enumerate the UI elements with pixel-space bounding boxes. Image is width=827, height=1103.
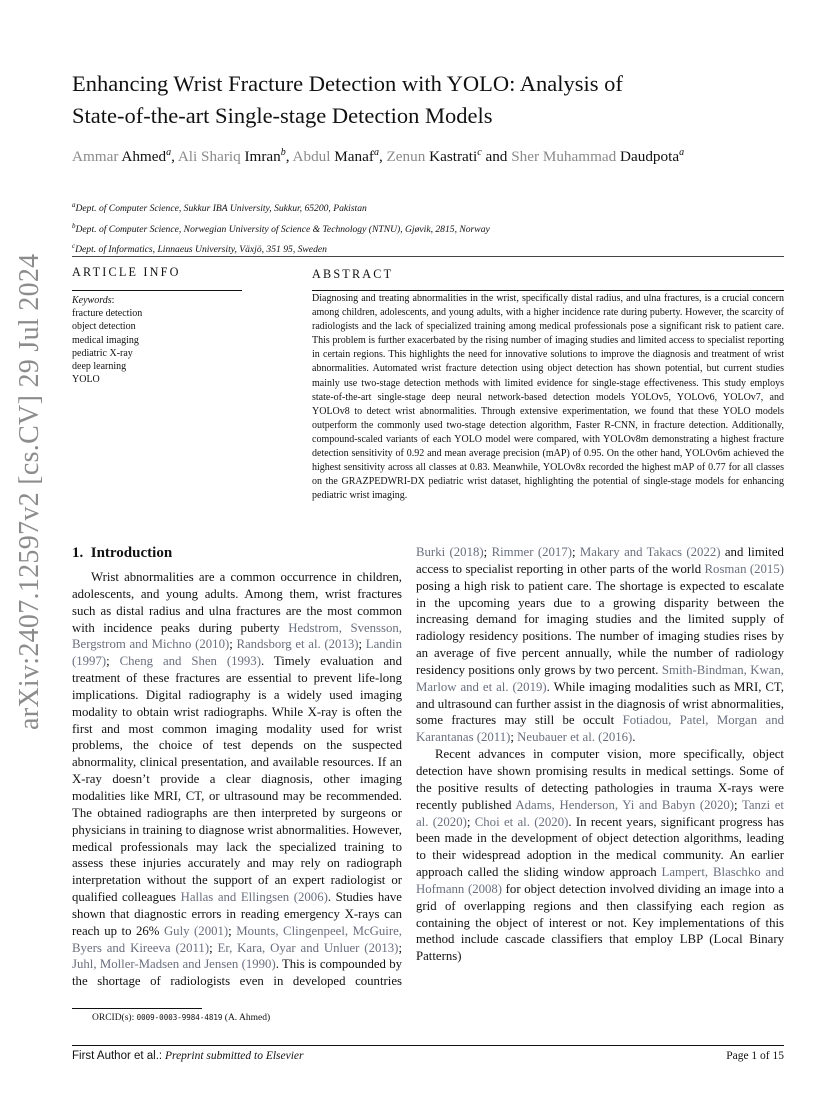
article-info-heading: ARTICLE INFO (72, 265, 181, 279)
title-line: Enhancing Wrist Fracture Detection with YOLO: Analysis of (72, 71, 623, 96)
affiliations (72, 197, 490, 259)
body-text: ; (229, 637, 237, 652)
citation-link[interactable]: Guly (2001) (163, 923, 229, 938)
footnote-rule (72, 1008, 202, 1009)
author-last-name: Daudpota (616, 148, 680, 166)
header-divider (72, 256, 784, 257)
author-first-name: Ali Shariq (177, 148, 241, 166)
arxiv-identifier-stamp: arXiv:2407.12597v2 [cs.CV] 29 Jul 2024 (14, 253, 45, 730)
body-text: ; (734, 797, 742, 812)
keywords-block: Keywords: fracture detection object detection medical imaging pediatric X-ray deep learning YOLO (72, 295, 143, 386)
citation-link[interactable]: Er, Kara, Oyar and Unluer (2013) (217, 940, 399, 955)
author-first-name: Zenun (386, 148, 426, 166)
citation-link[interactable]: Randsborg et al. (2013) (236, 637, 359, 652)
paragraph (72, 569, 402, 990)
author (72, 148, 171, 165)
citation-link[interactable]: Adams, Henderson, Yi and Babyn (2020) (515, 797, 735, 812)
footer-left: First Author et al.: Preprint submitted to Elsevier (72, 1050, 304, 1062)
body-text: ; (209, 940, 218, 955)
body-text: . Studies have shown that diagnostic errors in reading emergency X-rays can reach up to 26% (72, 890, 402, 938)
paper-title (72, 68, 784, 132)
citation-link[interactable]: Neubauer et al. (2016) (517, 730, 633, 745)
affiliation-mark: c (477, 147, 482, 158)
author-last-name: Imran (240, 148, 281, 166)
citation-link[interactable]: Mounts, Clingenpeel, McGuire, Byers and Kireeva (2011) (72, 923, 402, 955)
body-text: ; (483, 545, 492, 559)
orcid-id[interactable]: 0009-0003-9984-4819 (136, 1013, 223, 1022)
citation-link[interactable]: Choi et al. (2020) (474, 814, 569, 829)
footer-rule (72, 1045, 784, 1046)
section-heading-introduction: 1. Introduction (72, 545, 173, 561)
author-first-name: Sher Muhammad (511, 148, 617, 166)
orcid-footnote: ORCID(s): 0009-0003-9984-4819 (A. Ahmed) (92, 1013, 271, 1023)
author-last-name: Ahmed (118, 148, 167, 166)
body-left-column (72, 569, 402, 990)
citation-link[interactable]: Smith-Bindman, Kwan, Marlow and et al. (2019) (416, 662, 785, 694)
body-text: posing a high risk to patient care. The shortage is expected to escalate in the upcoming years due to a growing disparity between the increasing demand for imaging studies and the limited supply of radiology residency positions. The number of imaging studies rises by an average of five percent annually, while the number of radiology residency positions only grows by two percent. (416, 578, 784, 677)
body-text: ; (510, 730, 518, 745)
body-text: ; (466, 814, 475, 829)
body-text: Wrist abnormalities are a common occurrence in children, adolescents, and young adults. Among them, wrist fractures such as distal radius and ulna fractures are the most common with incidence peaks during puberty (72, 570, 402, 635)
citation-link[interactable]: Cheng and Shen (1993) (119, 654, 261, 669)
affiliation-mark: b (280, 147, 286, 158)
keyword: fracture detection (72, 308, 143, 320)
author (511, 148, 684, 165)
abstract-heading: ABSTRACT (312, 267, 394, 281)
affiliation-b: $^b$Dept. of Computer Science, Norwegian University of Science & Technology (NTNU), Gjøvik, 2815, Norway (72, 221, 490, 235)
citation-link[interactable]: Tanzi et al. (2020) (416, 797, 784, 829)
author (178, 148, 286, 165)
body-text: . This is compounded by the shortage of radiologists even in developed countries (72, 957, 402, 989)
body-right-column (416, 544, 784, 965)
affiliation-mark: a (679, 147, 685, 158)
author-first-name: Abdul (292, 148, 331, 166)
citation-link[interactable]: Lampert, Blaschko and Hofmann (2008) (416, 865, 785, 896)
author-last-name: Manaf (330, 148, 374, 166)
affiliation-a: $^a$Dept. of Computer Science, Sukkur IBA University, Sukkur, 65200, Pakistan (72, 201, 367, 215)
affiliation-mark: a (373, 147, 379, 158)
affiliation-mark: a (166, 147, 172, 158)
body-text: . Timely evaluation and treatment of these fractures are essential to prevent life-long implications. Digital radiography is a widely used imaging modality to obtain wrist radiographs. While X-ray is often the first and most common imaging modality used for wrist problems, the choice of test depends on the suspected abnormality, clinical presentation, and available resources. If an X-ray doesn’t provide a clear diagnosis, other imaging modalities like MRI, CT, or ultrasound may be recommended. The obtained radiographs are then interpreted by surgeons or physicians in training to diagnose wrist abnormalities. However, medical professionals may lack the specialized training to assess these injuries accurately and may rely on radiograph interpretation without the support of an expert radiologist or qualified colleagues (72, 654, 402, 905)
author-last-name: Kastrati (425, 148, 478, 166)
body-text: ; (106, 654, 120, 669)
author (293, 148, 379, 165)
citation-link[interactable]: Rimmer (2017) (491, 545, 572, 559)
citation-link[interactable]: Juhl, Moller-Madsen and Jensen (1990) (72, 957, 276, 972)
body-text: Recent advances in computer vision, more specifically, object detection have shown promising results in medical settings. Some of the positive results of detecting pathologies in trauma X-rays were recently published (416, 747, 784, 812)
abstract-text: Diagnosing and treating abnormalities in the wrist, specifically distal radius, and ulna fractures, is a crucial concern among children, adolescents, and young adults, with a higher incidence rate during puberty. However, the scarcity of radiologists and the lack of specialized training among medical professionals pose a significant risk to patient care. This problem is further exacerbated by the rising number of imaging studies and limited access to specialist reporting in certain regions. This highlights the need for innovative solutions to improve the diagnosis and treatment of wrist abnormalities. Automated wrist fracture detection using object detection has shown potential, but current studies mainly use two-stage detection methods with limited evidence for single-stage effectiveness. This study employs state-of-the-art single-stage deep neural network-based detection models YOLOv5, YOLOv6, YOLOv7, and YOLOv8 to detect wrist abnormalities. Through extensive experimentation, we found that these YOLO models outperform the commonly used two-stage detection algorithm, Faster R-CNN, in fracture detection. Additionally, compound-scaled variants of each YOLO model were compared, with YOLOv8m demonstrating a highest fracture detection sensitivity of 0.92 and mean average precision (mAP) of 0.95. On the other hand, YOLOv6m achieved the highest sensitivity across all classes at 0.83. Meanwhile, YOLOv8x recorded the highest mAP of 0.77 for all classes on the GRAZPEDWRI-DX pediatric wrist dataset, highlighting the potential of single-stage models for enhancing pediatric wrist imaging. (312, 293, 784, 502)
keyword: deep learning (72, 361, 127, 373)
author (387, 148, 482, 165)
citation-link[interactable]: Hallas and Ellingsen (2006) (180, 890, 328, 905)
page-number: Page 1 of 15 (726, 1050, 784, 1062)
affiliation-c: $^c$Dept. of Informatics, Linnaeus University, Växjö, 351 95, Sweden (72, 242, 327, 256)
keyword: medical imaging (72, 334, 139, 346)
body-text: ; (571, 545, 580, 559)
citation-link[interactable]: Landin (1997) (72, 637, 402, 669)
citation-link[interactable]: Fotiadou, Patel, Morgan and Karantanas (2011) (416, 713, 784, 745)
paragraph (416, 544, 784, 746)
citation-link[interactable]: Makary and Takacs (2022) (579, 545, 721, 559)
paragraph (416, 746, 784, 965)
title-line: State-of-the-art Single-stage Detection Models (72, 103, 493, 128)
author-first-name: Ammar (72, 148, 119, 166)
body-text: ; (398, 940, 402, 955)
keyword: YOLO (72, 374, 100, 386)
body-text: for object detection involved dividing an image into a grid of overlapping regions and then classifying each region as containing the object of interest or not. Key implementations of this method include cascade classifiers that employ LBP (Local Binary Patterns) (416, 881, 784, 964)
keyword: object detection (72, 321, 136, 333)
keywords-label: Keywords (72, 295, 112, 306)
author-list: Ammar Ahmed$^a$, Ali Shariq Imran$^b$, Abdul Manaf$^a$, Zenun Kastrati$^c$ and Sher Muhammad Daudpota$^a$ (72, 147, 685, 166)
citation-link[interactable]: Burki (2018) (416, 545, 484, 559)
body-text: and limited access to specialist reporting in other parts of the world (416, 545, 784, 576)
body-text: . (632, 730, 636, 745)
citation-link[interactable]: Hedstrom, Svensson, Bergstrom and Michno (2010) (72, 620, 402, 652)
body-text: ; (228, 923, 237, 938)
body-text: . While imaging modalities such as MRI, CT, and ultrasound can further assist in the diagnosis of wrist abnormalities, some fractures may still be occult (416, 679, 785, 728)
keyword-list (72, 307, 142, 386)
body-text: ; (358, 637, 366, 652)
keyword: pediatric X-ray (72, 347, 133, 359)
body-text: . In recent years, significant progress has been made in the development of object detection algorithms, leading to their widespread adoption in the medical community. An earlier approach called the sliding window approach (416, 814, 784, 880)
abstract-rule (312, 290, 784, 291)
article-info-rule (72, 290, 242, 291)
citation-link[interactable]: Rosman (2015) (704, 561, 784, 576)
